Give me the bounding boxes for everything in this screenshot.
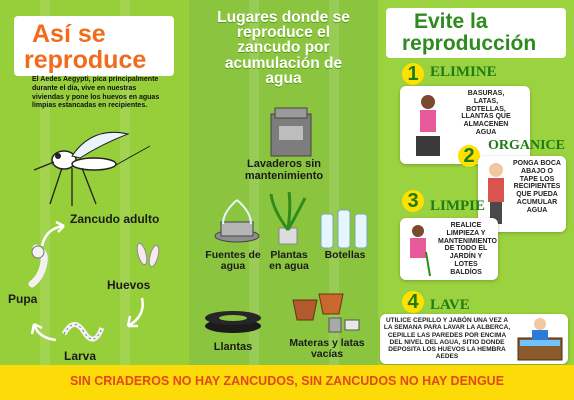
place-fountain-label: Fuentes de agua <box>205 249 261 273</box>
title-line-1: Evite la <box>414 10 488 33</box>
step-4-text: UTILICE CEPILLO Y JABÓN UNA VEZ A LA SEMANA PARA LAVAR LA ALBERCA, CEPILLE LAS PAREDES POR ENCIMA DEL NIVEL DEL AGUA, SITIO DONDE DEPOSITA LOS HUEVOS LA HEMBRA AEDES <box>383 317 511 361</box>
stage-adult-label: Zancudo adulto <box>70 212 160 226</box>
man-washing-icon <box>516 316 564 362</box>
step-4-number: 4 <box>402 291 424 313</box>
fountain-icon <box>213 198 261 244</box>
eggs-icon <box>134 236 164 276</box>
cycle-arrow-icon <box>124 296 150 330</box>
step-1-title: ELIMINE <box>430 64 497 80</box>
panel-breeding-places <box>189 0 378 365</box>
stage-larva-label: Larva <box>64 349 97 363</box>
step-4-card <box>380 314 568 364</box>
step-3-card <box>400 218 498 280</box>
step-4-title: LAVE <box>430 297 470 313</box>
step-3-title: LIMPIE <box>430 198 486 214</box>
title-box <box>14 16 174 76</box>
life-cycle-description: El Aedes Aegypti, pica principalmente durante el día, vive en nuestras viviendas y pone los huevos en aguas limpias estancadas en recipientes. <box>32 76 160 110</box>
pupa-icon <box>24 246 48 286</box>
man-organizing-icon <box>482 160 510 226</box>
step-1-text: BASURAS, LATAS, BOTELLAS, LLANTAS QUE ALMACENEN AGUA <box>461 90 511 137</box>
title-line-2: reproducción <box>402 32 537 55</box>
step-2-number: 2 <box>458 145 480 167</box>
mosquito-icon <box>32 130 152 210</box>
washbasin-icon <box>269 106 313 158</box>
step-2-title: ORGANICE <box>488 138 566 153</box>
woman-trash-icon <box>410 92 446 158</box>
bottles-icon <box>319 206 371 250</box>
title-line-1: Así se <box>32 20 106 48</box>
place-tires-label: Llantas <box>213 341 253 353</box>
panel-life-cycle <box>0 0 189 365</box>
larva-icon <box>60 314 106 350</box>
plant-icon <box>269 192 307 248</box>
place-bottles-label: Botellas <box>324 249 366 261</box>
step-2-text: PONGA BOCA ABAJO O TAPE LOS RECIPIENTES QUE PUEDA ACUMULAR AGUA <box>513 160 561 214</box>
place-plant-label: Plantas en agua <box>269 249 309 273</box>
stage-eggs-label: Huevos <box>107 278 151 292</box>
step-1-number: 1 <box>402 63 424 85</box>
panel-prevention <box>378 0 574 365</box>
footer-banner <box>0 365 574 400</box>
cycle-arrow-icon <box>30 320 58 344</box>
step-3-number: 3 <box>402 190 424 212</box>
breeding-places-title: Lugares donde se reproduce el zancudo por acumulación de agua <box>217 9 350 87</box>
footer-slogan: SIN CRIADEROS NO HAY ZANCUDOS, SIN ZANCUDOS NO HAY DENGUE <box>69 374 505 388</box>
pots-cans-icon <box>289 290 363 336</box>
cycle-arrow-icon <box>40 222 70 248</box>
title-line-2: reproduce <box>24 46 147 74</box>
title-box <box>386 8 566 58</box>
step-3-text: REALICE LIMPIEZA Y MANTENIMIENTO DE TODO EL JARDÍN Y LOTES BALDÍOS <box>438 222 497 276</box>
stage-pupa-label: Pupa <box>8 292 38 306</box>
place-pots-cans-label: Materas y latas vacías <box>289 337 365 361</box>
place-washbasin-label: Lavaderos sin mantenimiento <box>244 158 324 182</box>
woman-cleaning-icon <box>404 222 432 276</box>
tires-icon <box>203 308 263 334</box>
